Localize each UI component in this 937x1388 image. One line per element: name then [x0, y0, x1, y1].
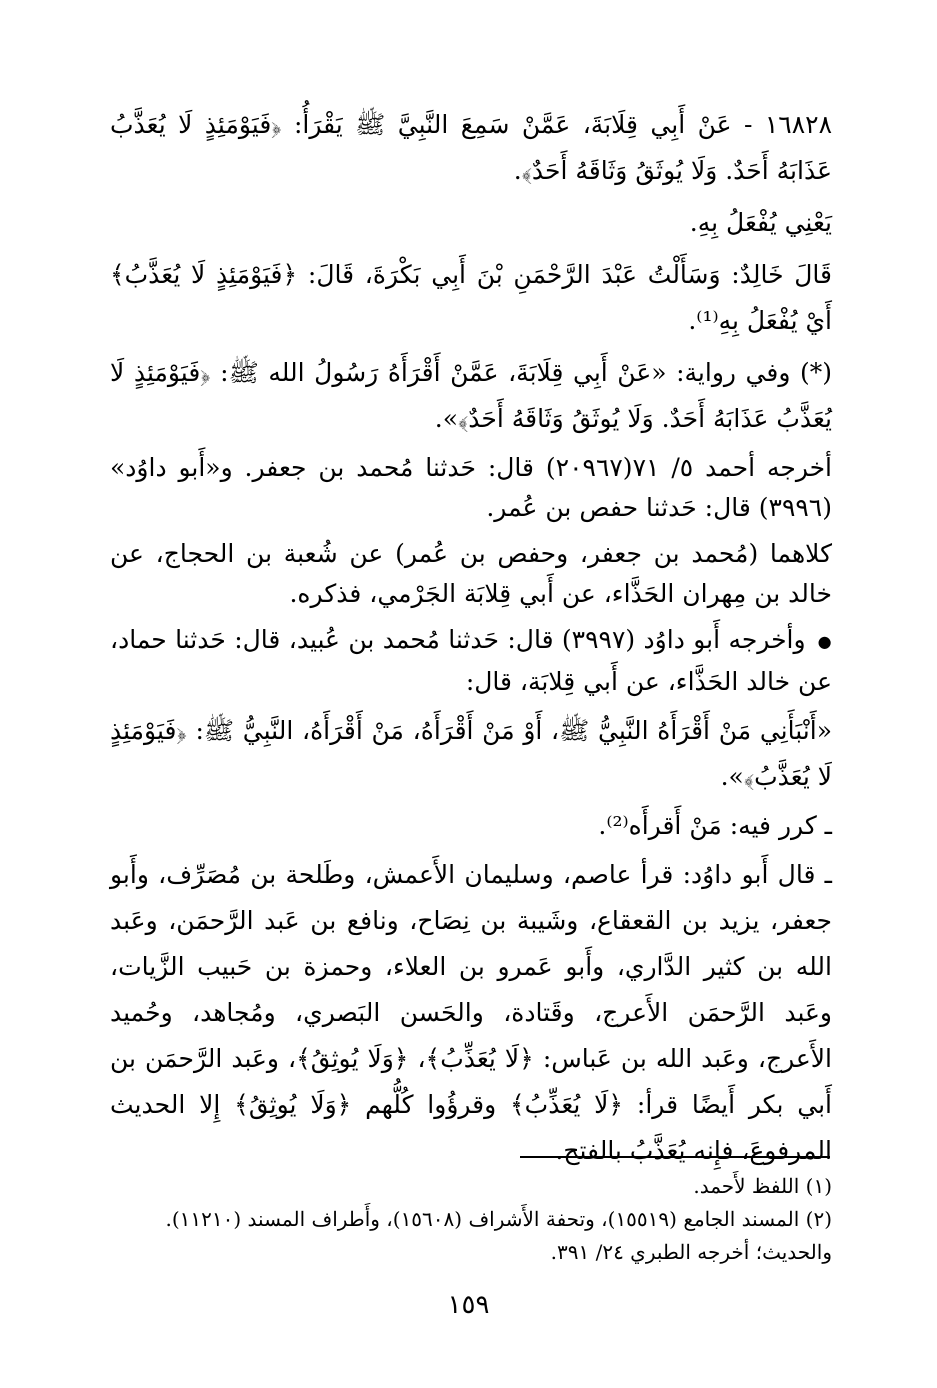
footnotes — [110, 1170, 832, 1269]
isnad-chain: كلاهما (مُحمد بن جعفر، وحفص بن عُمر) عن شُعبة بن الحجاج، عن خالد بن مِهران الحَذَّاء، عن أَبي قِلابَة الجَرْمي، فذكره. — [110, 539, 832, 608]
takhrij-abu-dawud: ● وأخرجه أَبو داوُد (٣٩٩٧) قال: حَدثنا مُحمد بن عُبيد، قال: حَدثنا حماد، عن خالد الحَذَّاء، عن أَبي قِلابَة، قال: — [110, 620, 832, 702]
anba-ani-narration: «أَنْبَأَنِي مَنْ أَقْرَأَهُ النَّبِيُّ ﷺ، أَوْ مَنْ أَقْرَأَهُ، مَنْ أَقْرَأَهُ، النَّبِيُّ ﷺ: ﴿فَيَوْمَئِذٍ لَا يُعَذَّبُ﴾». — [110, 715, 832, 791]
footnote-2-continued: والحديث؛ أخرجه الطبري ٢٤/ ٣٩١. — [550, 1240, 832, 1264]
main-text — [110, 102, 832, 1180]
footnote-2: (٢) المسند الجامع (١٥٥١٩)، وتحفة الأَشراف (١٥٦٠٨)، وأَطراف المسند (١١٢١٠). — [165, 1207, 832, 1231]
variant-narration: (*) وفي رواية: «عَنْ أَبِي قِلَابَةَ، عَمَّنْ أَقْرَأَهُ رَسُولُ الله ﷺ: ﴿فَيَوْمَئِذٍ لَا يُعَذَّبُ عَذَابَهُ أَحَدٌ. وَلَا يُوثَقُ وَثَاقَهُ أَحَدٌ﴾». — [110, 358, 832, 433]
repeat-note: ـ كرر فيه: مَنْ أَقرأَه⁽²⁾. — [598, 810, 832, 840]
takhrij-ahmad: أخرجه أحمد ٥/ ٧١(٢٠٩٦٧) قال: حَدثنا مُحمد بن جعفر. و«أَبو داوُد» (٣٩٩٦) قال: حَدثنا حفص بن عُمر. — [110, 453, 833, 522]
hadith-paragraph: ١٦٨٢٨ - عَنْ أَبِي قِلَابَةَ، عَمَّنْ سَمِعَ النَّبِيَّ ﷺ يَقْرَأُ: ﴿فَيَوْمَئِذٍ لَا يُعَذَّبُ عَذَابَهُ أَحَدٌ. وَلَا يُوثَقُ وَثَاقَهُ أَحَدٌ﴾. — [110, 110, 832, 185]
page-number: ١٥٩ — [447, 1290, 490, 1320]
khalid-statement: قَالَ خَالِدٌ: وَسَأَلْتُ عَبْدَ الرَّحْمَنِ بْنَ أَبِي بَكْرَةَ، قَالَ: ﴿فَيَوْمَئِذٍ لَا يُعَذَّبُ﴾ أَيْ يُفْعَلُ بِهِ⁽¹⁾. — [110, 260, 832, 335]
explanation-line: يَعْنِي يُفْعَلُ بِهِ. — [689, 208, 832, 237]
qiraat-paragraph: ـ قال أَبو داوُد: قرأ عاصم، وسليمان الأَعمش، وطَلحة بن مُصَرِّف، وأَبو جعفر، يزيد بن القعقاع، وشَيبة بن نِصَاح، ونافع بن عَبد الرَّحمَن، وعَبد الله بن كثير الدَّاري، وأَبو عَمرو بن العلاء، وحمزة بن حَبيب الزَّيات، وعَبد الرَّحمَن الأَعرج، وقَتادة، والحَسن البَصري، ومُجاهد، وحُميد الأَعرج، وعَبد الله بن عَباس: ﴿لَا يُعَذِّبُ﴾، ﴿وَلَا يُوثِقُ﴾، وعَبد الرَّحمَن بن أَبي بكر أَيضًا قرأ: ﴿لَا يُعَذِّبُ﴾ وقرؤُوا كُلُّهم ﴿وَلَا يُوثِقُ﴾ إِلا الحديث المرفوعَ، فإِنه يُعَذَّبُ بالفتح. — [110, 859, 832, 1165]
footnote-1: (١) اللفظ لأَحمد. — [693, 1174, 832, 1198]
footnote-separator — [520, 1156, 830, 1158]
